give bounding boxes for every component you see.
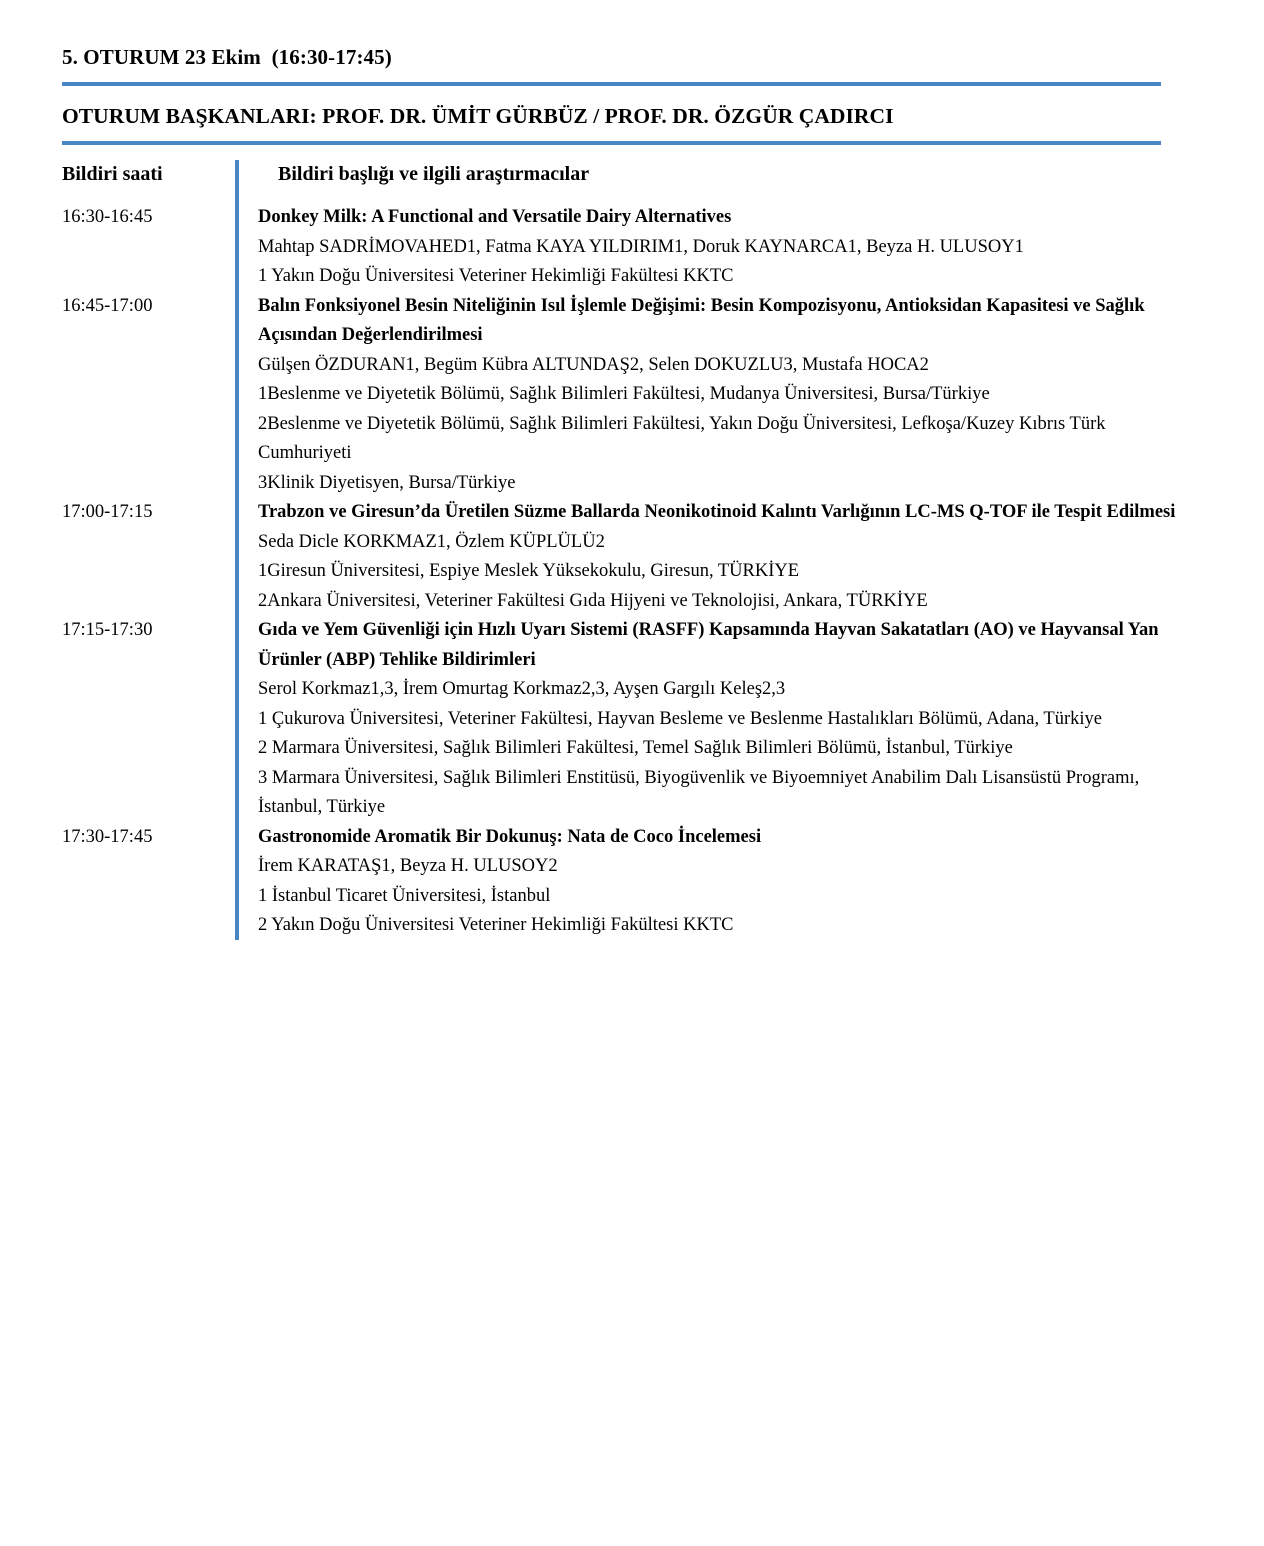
paper-time: 16:45-17:00 (62, 295, 153, 316)
session-heading: 5. OTURUM 23 Ekim (16:30-17:45) (62, 45, 392, 69)
paper-authors: Serol Korkmaz1,3, İrem Omurtag Korkmaz2,3, Ayşen Gargılı Keleş2,3 (258, 679, 786, 699)
table-row (0, 498, 1180, 616)
paper-title: Donkey Milk: A Functional and Versatile Dairy Alternatives (258, 207, 732, 227)
paper-affiliation: 2Beslenme ve Diyetetik Bölümü, Sağlık Bilimleri Fakültesi, Yakın Doğu Üniversitesi, Lefkoşa/Kuzey Kıbrıs Türk Cumhuriyeti (258, 413, 1106, 463)
table-row (0, 823, 1180, 941)
paper-affiliation: 3Klinik Diyetisyen, Bursa/Türkiye (258, 472, 516, 493)
header-rule-top (62, 82, 1161, 86)
paper-affiliation: 2Ankara Üniversitesi, Veteriner Fakültesi Gıda Hijyeni ve Teknolojisi, Ankara, TÜRKİYE (258, 590, 928, 611)
paper-authors: İrem KARATAŞ1, Beyza H. ULUSOY2 (258, 856, 558, 876)
paper-time: 17:00-17:15 (62, 502, 153, 522)
paper-entry (216, 616, 1180, 823)
paper-affiliation: 2 Yakın Doğu Üniversitesi Veteriner Hekimliği Fakültesi KKTC (258, 915, 734, 935)
paper-title: Balın Fonksiyonel Besin Niteliğinin Isıl İşlemle Değişimi: Besin Kompozisyonu, Antioksidan Kapasitesi ve Sağlık Açısından Değerlendirilmesi (258, 295, 1145, 345)
paper-entry (216, 823, 1180, 941)
paper-authors: Gülşen ÖZDURAN1, Begüm Kübra ALTUNDAŞ2, Selen DOKUZLU3, Mustafa HOCA2 (258, 354, 929, 375)
header-rule-bottom (62, 141, 1161, 145)
paper-time: 17:30-17:45 (62, 826, 153, 847)
paper-time: 16:30-16:45 (62, 207, 153, 227)
table-row (0, 203, 1180, 292)
paper-affiliation: 3 Marmara Üniversitesi, Sağlık Bilimleri Enstitüsü, Biyogüvenlik ve Biyoemniyet Anabilim Dalı Lisansüstü Programı, İstanbul, Türkiye (258, 767, 1140, 817)
column-header-time: Bildiri saati (62, 163, 163, 185)
paper-title: Trabzon ve Giresun’da Üretilen Süzme Ballarda Neonikotinoid Kalıntı Varlığının LC-MS Q-TOF ile Tespit Edilmesi (258, 502, 1176, 522)
paper-affiliation: 1Beslenme ve Diyetetik Bölümü, Sağlık Bilimleri Fakültesi, Mudanya Üniversitesi, Bursa/Türkiye (258, 384, 990, 404)
paper-affiliation: 1 Yakın Doğu Üniversitesi Veteriner Hekimliği Fakültesi KKTC (258, 266, 734, 286)
table-row (0, 292, 1180, 499)
paper-affiliation: 1 İstanbul Ticaret Üniversitesi, İstanbul (258, 885, 551, 906)
paper-title: Gıda ve Yem Güvenliği için Hızlı Uyarı Sistemi (RASFF) Kapsamında Hayvan Sakatatları (AO) ve Hayvansal Yan Ürünler (ABP) Tehlike Bildirimleri (258, 620, 1159, 670)
paper-authors: Mahtap SADRİMOVAHED1, Fatma KAYA YILDIRIM1, Doruk KAYNARCA1, Beyza H. ULUSOY1 (258, 236, 1024, 257)
paper-entry (216, 203, 1180, 292)
paper-time: 17:15-17:30 (62, 620, 153, 640)
paper-entry (216, 292, 1180, 499)
paper-affiliation: 2 Marmara Üniversitesi, Sağlık Bilimleri Fakültesi, Temel Sağlık Bilimleri Bölümü, İstanbul, Türkiye (258, 738, 1013, 758)
paper-entry (216, 498, 1180, 616)
paper-authors: Seda Dicle KORKMAZ1, Özlem KÜPLÜLÜ2 (258, 531, 605, 552)
paper-affiliation: 1Giresun Üniversitesi, Espiye Meslek Yüksekokulu, Giresun, TÜRKİYE (258, 561, 800, 581)
schedule-rows (0, 203, 1180, 941)
paper-title: Gastronomide Aromatik Bir Dokunuş: Nata de Coco İncelemesi (258, 826, 762, 847)
session-chairs: OTURUM BAŞKANLARI: PROF. DR. ÜMİT GÜRBÜZ / PROF. DR. ÖZGÜR ÇADIRCI (62, 104, 894, 128)
paper-affiliation: 1 Çukurova Üniversitesi, Veteriner Fakültesi, Hayvan Besleme ve Beslenme Hastalıkları Bölümü, Adana, Türkiye (258, 708, 1102, 729)
table-row (0, 616, 1180, 823)
column-header-title: Bildiri başlığı ve ilgili araştırmacılar (278, 163, 590, 185)
